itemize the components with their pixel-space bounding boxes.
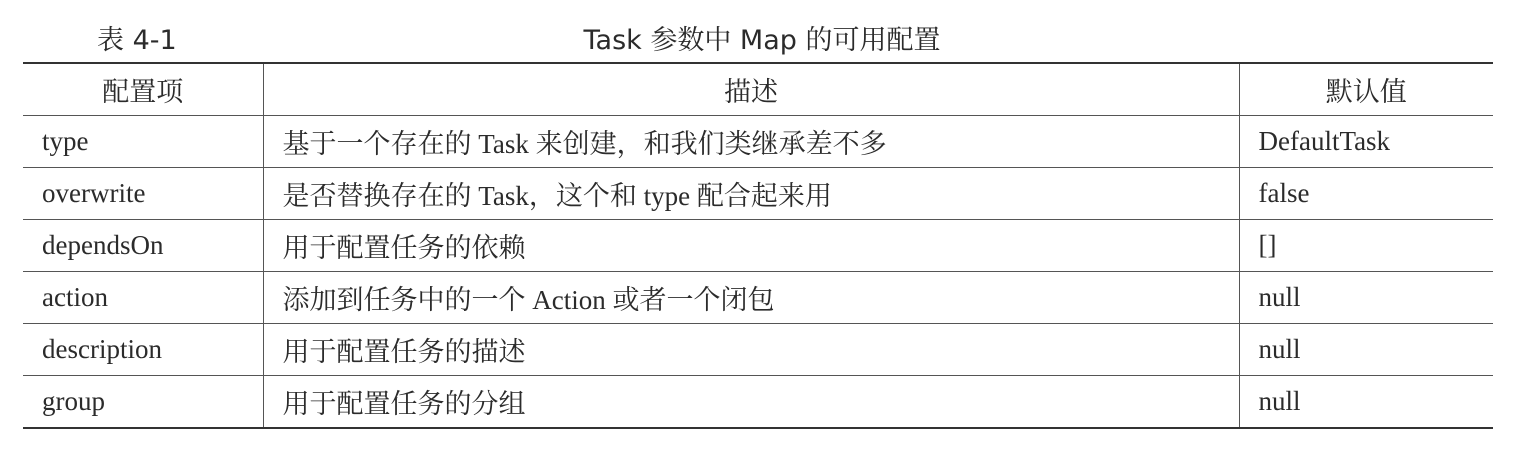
description-cell: 添加到任务中的一个 Action 或者一个闭包	[263, 272, 1239, 324]
table-row	[23, 376, 1493, 429]
description-cell: 用于配置任务的描述	[263, 324, 1239, 376]
description-cell: 用于配置任务的依赖	[263, 220, 1239, 272]
default-value-cell: null	[1239, 272, 1493, 324]
default-value-cell: DefaultTask	[1239, 116, 1493, 168]
description-cell: 是否替换存在的 Task，这个和 type 配合起来用	[263, 168, 1239, 220]
default-value-cell: null	[1258, 386, 1301, 416]
table-row	[23, 272, 1493, 324]
table-header-row	[23, 63, 1493, 116]
table-number: 表 4-1	[97, 25, 177, 56]
table-row	[23, 168, 1493, 220]
option-cell: dependsOn	[23, 220, 263, 272]
option-cell: action	[23, 272, 263, 324]
header-default-value: 默认值	[1239, 63, 1493, 116]
table-title: Task 参数中 Map 的可用配置	[583, 25, 941, 56]
header-description: 描述	[263, 63, 1239, 116]
description-cell: 基于一个存在的 Task 来创建，和我们类继承差不多	[263, 116, 1239, 168]
option-cell: type	[23, 116, 263, 168]
table-caption	[0, 16, 1524, 62]
option-cell: description	[23, 324, 263, 376]
description-cell: 用于配置任务的分组	[263, 376, 1239, 429]
config-table	[23, 62, 1493, 429]
default-value-cell: []	[1239, 220, 1493, 272]
default-value-cell: false	[1239, 168, 1493, 220]
table-row	[23, 220, 1493, 272]
option-cell: overwrite	[23, 168, 263, 220]
table-row	[23, 324, 1493, 376]
table-row	[23, 116, 1493, 168]
option-cell: group	[23, 376, 263, 429]
default-value-cell: null	[1239, 324, 1493, 376]
header-option: 配置项	[23, 63, 263, 116]
